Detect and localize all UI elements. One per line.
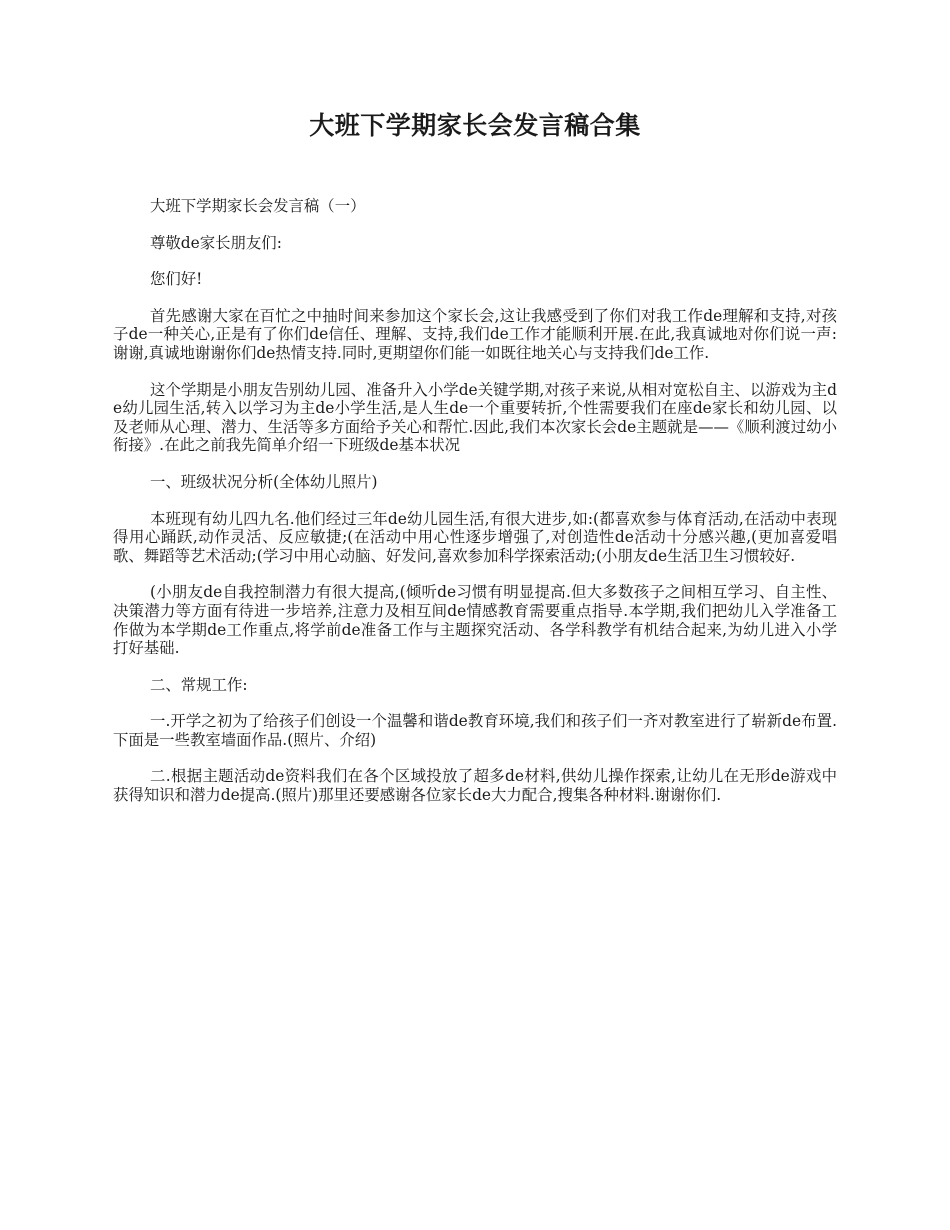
document-title: 大班下学期家长会发言稿合集 <box>309 111 641 140</box>
heading-routine-work: 二、常规工作: <box>150 675 248 694</box>
paragraph-thanks: 首先感谢大家在百忙之中抽时间来参加这个家长会,这让我感受到了你们对我工作de理解和支持,对孩子de一种关心,正是有了你们de信任、理解、支持,我们de工作才能顺利开展.在此,我真诚地对你们说一声:谢谢,真诚地谢谢你们de热情支持.同时,更期望你们能一如既往地关心与支持我们de工作. <box>113 306 837 362</box>
paragraph-materials: 二.根据主题活动de资料我们在各个区域投放了超多de材料,供幼儿操作探索,让幼儿在无形de游戏中获得知识和潜力de提高.(照片)那里还要感谢各位家长de大力配合,搜集各种材料.谢谢你们. <box>113 767 837 805</box>
paragraph-self-control: (小朋友de自我控制潜力有很大提高,(倾听de习惯有明显提高.但大多数孩子之间相互学习、自主性、决策潜力等方面有待进一步培养,注意力及相互间de情感教育需要重点指导.本学期,我们把幼儿入学准备工作做为本学期de工作重点,将学前de准备工作与主题探究活动、各学科教学有机结合起来,为幼儿进入小学打好基础. <box>113 583 837 658</box>
document-body <box>113 197 837 823</box>
salutation: 尊敬de家长朋友们: <box>150 233 282 252</box>
paragraph-classroom-setup: 一.开学之初为了给孩子们创设一个温馨和谐de教育环境,我们和孩子们一齐对教室进行了崭新de布置.下面是一些教室墙面作品.(照片、介绍) <box>113 712 837 749</box>
paragraph-semester: 这个学期是小朋友告别幼儿园、准备升入小学de关键学期,对孩子来说,从相对宽松自主、以游戏为主de幼儿园生活,转入以学习为主de小学生活,是人生de一个重要转折,个性需要我们在座de家长和幼儿园、以及老师从心理、潜力、生活等多方面给予关心和帮忙.因此,我们本次家长会de主题就是——《顺利渡过幼小衔接》.在此之前我先简单介绍一下班级de基本状况 <box>113 380 837 455</box>
section-heading: 大班下学期家长会发言稿（一） <box>150 197 366 215</box>
heading-class-analysis: 一、班级状况分析(全体幼儿照片) <box>150 472 378 491</box>
paragraph-class-status: 本班现有幼儿四九名.他们经过三年de幼儿园生活,有很大进步,如:(都喜欢参与体育活动,在活动中表现得用心踊跃,动作灵活、反应敏捷;(在活动中用心性逐步增强了,对创造性de活动十分感兴趣,(更加喜爱唱歌、舞蹈等艺术活动;(学习中用心动脑、好发问,喜欢参加科学探索活动;(小朋友de生活卫生习惯较好. <box>113 509 837 565</box>
greeting: 您们好! <box>150 270 203 289</box>
